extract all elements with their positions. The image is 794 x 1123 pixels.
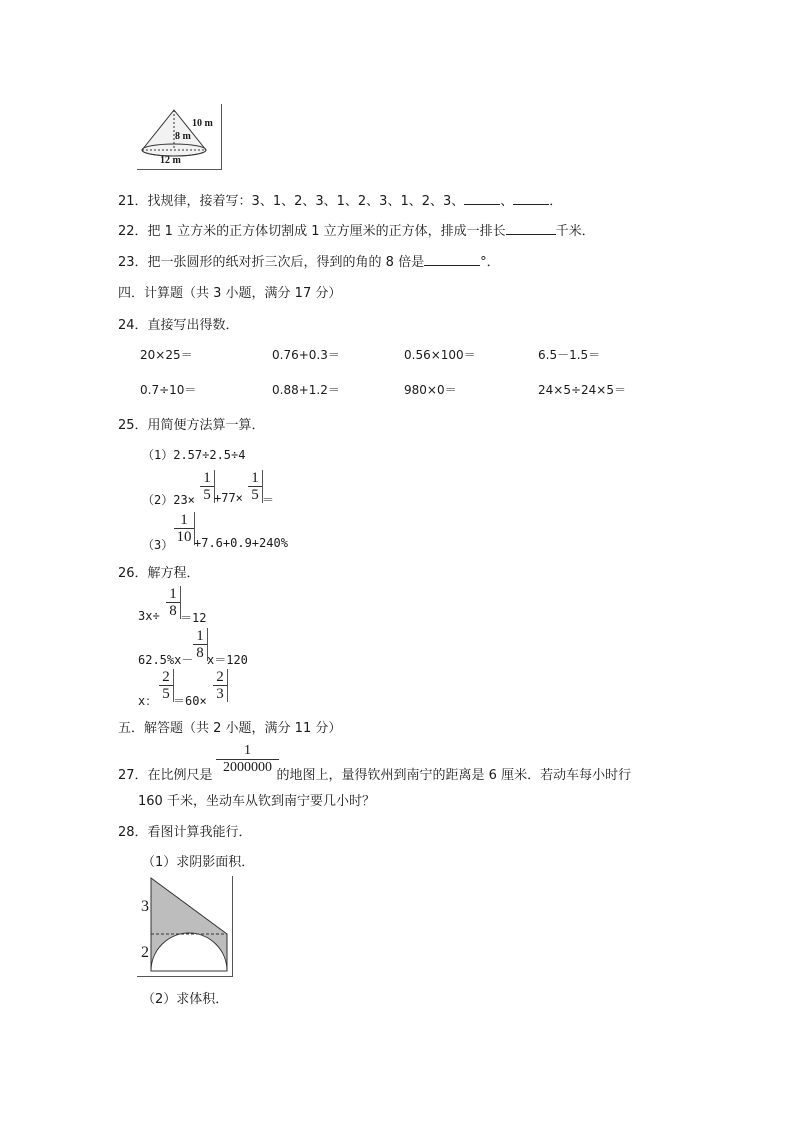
question-21 <box>118 190 562 209</box>
q28-part-1: （1）求阴影面积． <box>142 855 255 870</box>
q26-eq1-frac-num: 1 <box>169 586 177 602</box>
q25-p2-a: （2）23× <box>142 493 195 507</box>
q24-r1-c2: 0.76+0.3＝ <box>272 348 340 362</box>
q22-blank[interactable] <box>506 222 556 235</box>
q26-eq1-frac <box>166 586 181 619</box>
q28-title: 28．看图计算我能行． <box>118 825 252 840</box>
q26-eq3-frac1-num: 2 <box>162 669 170 685</box>
q26-eq1-a: 3x÷ <box>138 609 160 623</box>
q25-p2-frac2 <box>248 470 263 503</box>
q22-text: 22．把 1 立方米的正方体切割成 1 立方厘米的正方体，排成一排长 <box>118 224 506 239</box>
q21-blank-2[interactable] <box>513 192 549 205</box>
shaded-area-diagram <box>137 876 233 978</box>
q23-blank[interactable] <box>424 253 480 266</box>
q26-eq2-frac <box>193 628 208 661</box>
q26-eq2-a: 62.5%x－ <box>138 653 194 667</box>
q25-p2-frac2-num: 1 <box>251 470 259 486</box>
q24-r2-c2: 0.88+1.2＝ <box>272 383 340 397</box>
q24-r1-c1: 20×25＝ <box>140 348 193 362</box>
q25-p3-frac-num: 1 <box>180 512 188 528</box>
q24-title: 24．直接写出得数． <box>118 318 239 333</box>
cone-slant-label: 10 m <box>192 118 213 129</box>
q26-eq2-frac-den: 8 <box>196 645 204 661</box>
question-22 <box>118 220 595 239</box>
q22-unit: 千米． <box>555 224 595 239</box>
q26-eq3-frac1 <box>159 669 174 702</box>
section-5-heading: 五．解答题（共 2 小题，满分 11 分） <box>118 721 342 736</box>
q25-part-1: （1）2.57÷2.5÷4 <box>142 448 246 462</box>
q25-p3-frac <box>174 512 195 545</box>
q26-eq3-a: x： <box>138 694 158 708</box>
section-4-heading: 四．计算题（共 3 小题，满分 17 分） <box>118 286 342 301</box>
q28-part-2: （2）求体积． <box>142 992 229 1007</box>
q25-p2-c: ＝ <box>262 493 275 507</box>
q28-label-3: 3 <box>141 898 149 915</box>
question-23 <box>118 251 500 270</box>
q21-end: ． <box>549 194 563 209</box>
cone-height-label: 8 m <box>175 131 191 142</box>
q25-p3-a: （3） <box>142 538 174 552</box>
q24-r1-c4: 6.5－1.5＝ <box>538 348 601 362</box>
q24-r1-c3: 0.56×100＝ <box>404 348 476 362</box>
q25-p2-b: +77× <box>214 491 243 505</box>
q26-eq3-b: ＝60× <box>173 694 207 708</box>
q25-p3-frac-den: 10 <box>176 529 192 545</box>
q26-eq3-frac2-den: 3 <box>216 686 224 702</box>
q27-line-2: 160 千米，坐动车从钦到南宁要几小时？ <box>138 794 375 809</box>
q28-label-2: 2 <box>141 944 149 961</box>
q26-title: 26．解方程． <box>118 566 200 581</box>
q21-text: 21．找规律，接着写：3、1、2、3、1、2、3、1、2、3、 <box>118 194 465 209</box>
q27-text-b: 的地图上，量得钦州到南宁的距离是 6 厘米．若动车每小时行 <box>276 768 632 783</box>
q27-line-1 <box>118 764 631 783</box>
q23-text: 23．把一张圆形的纸对折三次后，得到的角的 8 倍是 <box>118 255 425 270</box>
q21-blank-1[interactable] <box>464 192 500 205</box>
q26-eq2-b: x＝120 <box>207 653 248 667</box>
cone-diameter-label: 12 m <box>160 155 181 166</box>
q27-text-a: 27．在比例尺是 <box>118 768 213 783</box>
q25-p2-frac2-den: 5 <box>251 487 259 503</box>
q27-scale-den: 2000000 <box>223 760 272 775</box>
q27-scale-num: 1 <box>244 743 251 758</box>
q27-scale-fraction <box>216 743 279 776</box>
q25-p2-frac1-num: 1 <box>203 470 211 486</box>
q24-r2-c4: 24×5÷24×5＝ <box>538 383 626 397</box>
q26-eq3-frac2-num: 2 <box>216 669 224 685</box>
q21-sep: 、 <box>500 194 514 209</box>
q25-p2-frac1 <box>200 470 215 503</box>
q26-eq3-frac1-den: 5 <box>162 686 170 702</box>
q24-r2-c1: 0.7÷10＝ <box>140 383 197 397</box>
q25-p2-frac1-den: 5 <box>203 487 211 503</box>
q25-p3-b: +7.6+0.9+240% <box>194 536 288 550</box>
q26-eq2-frac-num: 1 <box>196 628 204 644</box>
q25-title: 25．用简便方法算一算． <box>118 418 265 433</box>
q26-eq1-b: ＝12 <box>180 611 207 625</box>
q24-r2-c3: 980×0＝ <box>404 383 457 397</box>
q26-eq3-frac2 <box>213 669 228 702</box>
q26-eq1-frac-den: 8 <box>169 603 177 619</box>
q23-unit: °． <box>480 255 500 270</box>
